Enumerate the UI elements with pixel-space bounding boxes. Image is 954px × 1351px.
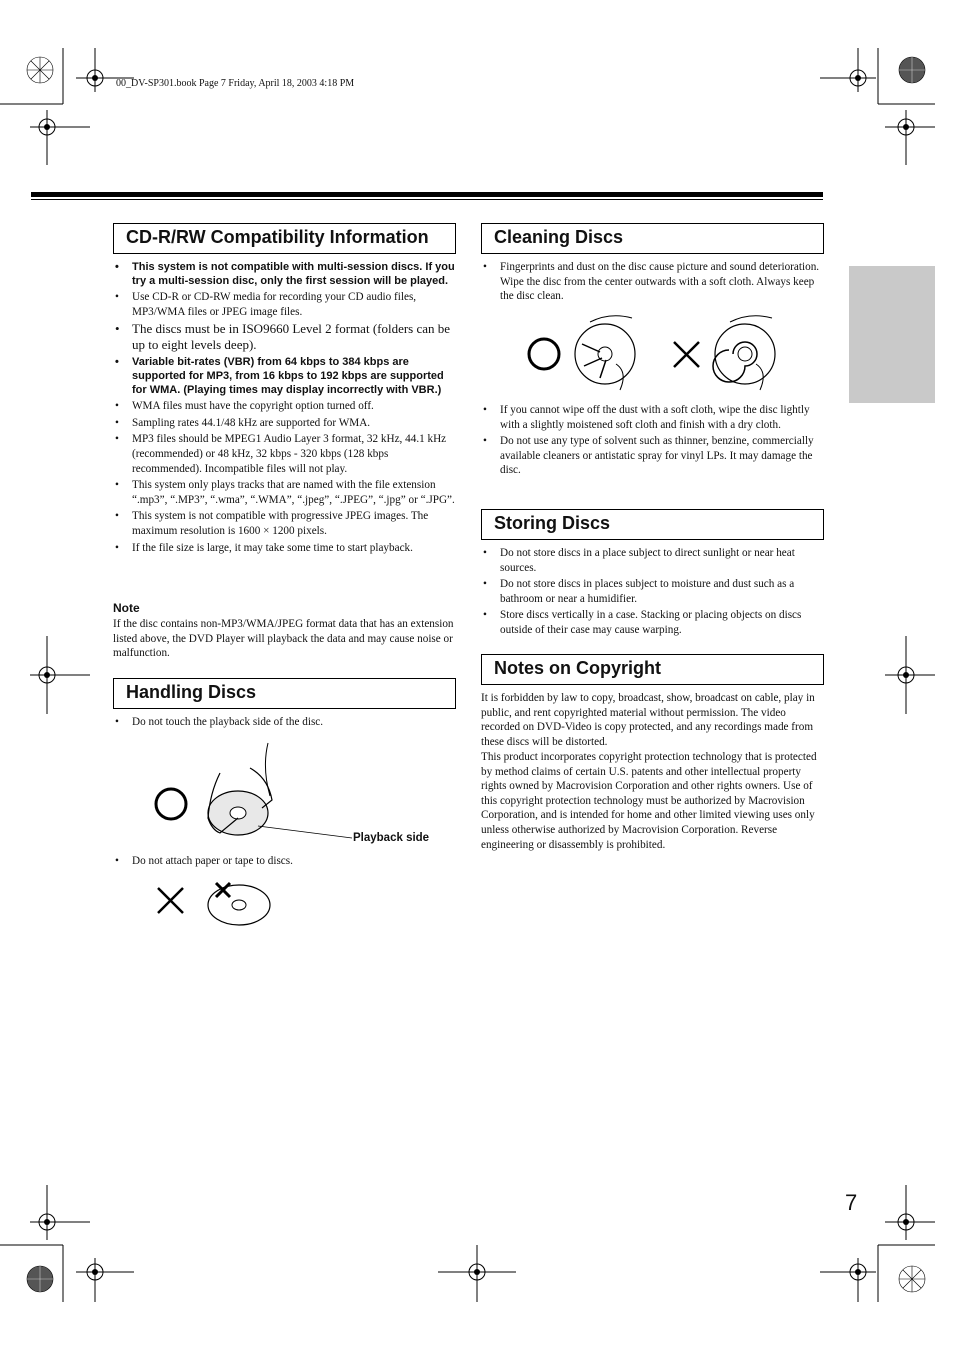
list-item: • Do not use any type of solvent such as thinner, benzine, commercially available cleaners or antistatic spray for vinyl LPs. It may damage the disc.: [481, 434, 821, 478]
list-item: • The discs must be in ISO9660 Level 2 format (folders can be up to eight levels deep).: [113, 321, 455, 353]
ok-mark-icon: [156, 789, 186, 819]
handling-bullet-list-1: [113, 715, 455, 732]
cdrw-bullet-list: [113, 260, 455, 557]
header-rule-thin: [31, 199, 823, 200]
copyright-paragraph-1: It is forbidden by law to copy, broadcast, show, broadcast on cable, play in public, and rent copyrighted material without permission. The video recorded on DVD-Video is copy protected, and any recordings made from these discs will be distorted.: [481, 692, 815, 748]
prohibited-mark-icon: [158, 888, 183, 913]
prohibited-mark-icon: [674, 342, 699, 367]
list-item: • Sampling rates 44.1/48 kHz are supported for WMA.: [113, 416, 455, 431]
playback-side-caption: Playback side: [353, 832, 430, 844]
storing-bullet-list: [481, 546, 821, 640]
cleaning-illustration: [520, 312, 800, 402]
print-header: 00_DV-SP301.book Page 7 Friday, April 18, 2003 4:18 PM: [116, 78, 355, 89]
tape-illustration: [150, 880, 290, 930]
section-title-cleaning: Cleaning Discs: [481, 223, 824, 254]
copyright-paragraph-2: This product incorporates copyright protection technology that is protected by method claims of certain U.S. patents and other intellectual property rights owned by Macrovision Corporation and other rights owners. Use of this copyright protection technology must be authorized by Macrovision Corporation, and is intended for home and other limited viewing uses only unless otherwise authorized by Macrovision Corporation. Reverse engineering or disassembly is prohibited.: [481, 751, 817, 851]
list-item: • Do not attach paper or tape to discs.: [113, 854, 455, 869]
list-item: • This system is not compatible with progressive JPEG images. The maximum resolution is 1600 × 1200 pixels.: [113, 509, 455, 538]
side-tab: [849, 266, 935, 403]
page-number: 7: [845, 1190, 858, 1215]
cleaning-bullet-list-1: [481, 260, 821, 306]
handling-bullet-list-2: [113, 854, 455, 871]
list-item: • WMA files must have the copyright option turned off.: [113, 399, 455, 414]
section-title-handling: Handling Discs: [113, 678, 456, 709]
header-rule-thick: [31, 192, 823, 197]
list-item: • If the file size is large, it may take some time to start playback.: [113, 541, 455, 556]
list-item: • Do not store discs in places subject to moisture and dust such as a bathroom or near a humidifier.: [481, 577, 821, 606]
list-item: • Fingerprints and dust on the disc cause picture and sound deterioration. Wipe the disc from the center outwards with a soft cloth. Always keep the disc clean.: [481, 260, 821, 304]
section-title-storing: Storing Discs: [481, 509, 824, 540]
ok-mark-icon: [529, 339, 559, 369]
section-title-cdrw: CD-R/RW Compatibility Information: [113, 223, 456, 254]
list-item: • This system only plays tracks that are named with the file extension “.mp3”, “.MP3”, “.wma”, “.WMA”, “.jpeg”, “.JPEG”, “.jpg” or “.JPG”.: [113, 478, 455, 507]
list-item: • MP3 files should be MPEG1 Audio Layer 3 format, 32 kHz, 44.1 kHz (recommended) or 48 kHz, 32 kbps - 320 kbps (128 kbps recommended). Incompatible files will not play.: [113, 432, 455, 476]
list-item: • Do not touch the playback side of the disc.: [113, 715, 455, 730]
list-item: • Use CD-R or CD-RW media for recording your CD audio files, MP3/WMA files or JPEG image files.: [113, 290, 455, 319]
note-title: Note: [113, 601, 140, 615]
list-item: • Store discs vertically in a case. Stacking or placing objects on discs outside of their case may cause warping.: [481, 608, 821, 637]
section-title-copyright: Notes on Copyright: [481, 654, 824, 685]
note-text: If the disc contains non-MP3/WMA/JPEG format data that has an extension listed above, the DVD Player will playback the data and may cause noise or malfunction.: [113, 618, 454, 660]
cleaning-bullet-list-2: [481, 403, 821, 480]
list-item: • If you cannot wipe off the dust with a soft cloth, wipe the disc lightly with a slightly moistened soft cloth and finish with a dry cloth.: [481, 403, 821, 432]
list-item: • This system is not compatible with multi-session discs. If you try a multi-session disc, only the first session will be played.: [113, 260, 455, 288]
list-item: • Variable bit-rates (VBR) from 64 kbps to 384 kbps are supported for MP3, from 16 kbps to 192 kbps are supported for WMA. (Playing times may display incorrectly with VBR.): [113, 355, 455, 397]
list-item: • Do not store discs in a place subject to direct sunlight or near heat sources.: [481, 546, 821, 575]
